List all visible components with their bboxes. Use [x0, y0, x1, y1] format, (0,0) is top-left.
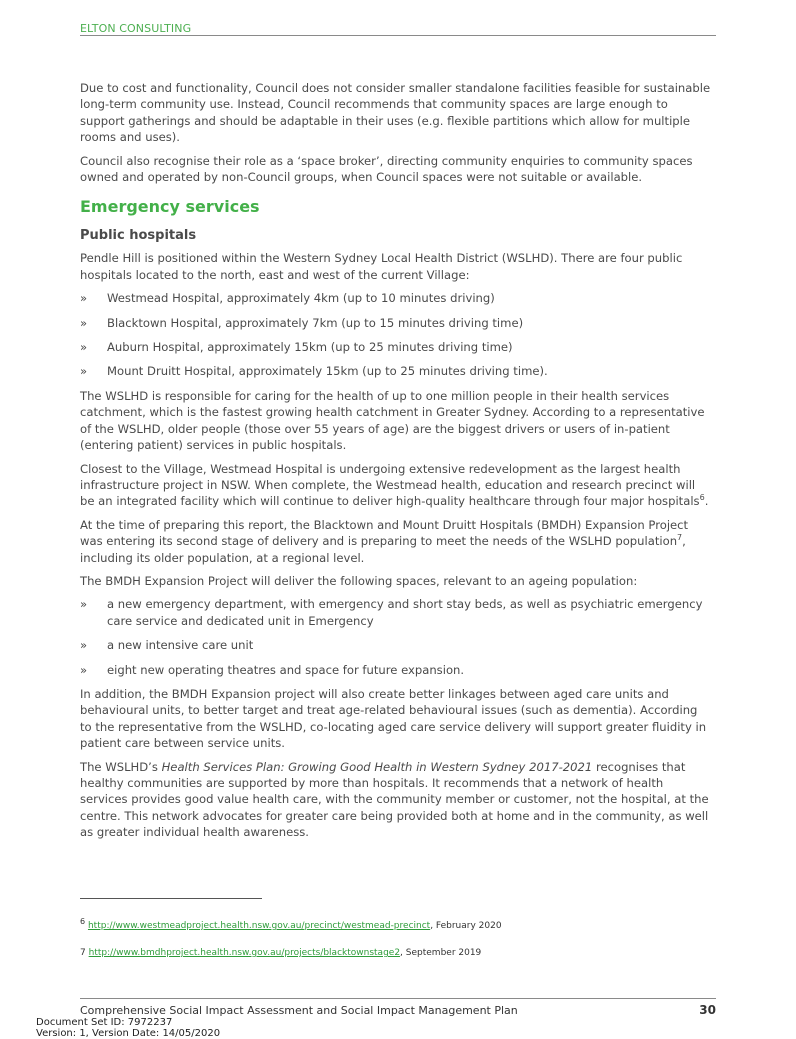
- document-version: Version: 1, Version Date: 14/05/2020: [36, 1028, 221, 1039]
- page-header: [80, 17, 716, 36]
- document-set-id: Document Set ID: 7972237: [36, 1017, 173, 1028]
- bullet-icon: »: [80, 315, 88, 330]
- list-item: » Mount Druitt Hospital, approximately 15km (up to 25 minutes driving time).: [80, 364, 548, 379]
- linkages-paragraph: In addition, the BMDH Expansion project will also create better linkages between aged care units and behavioural units, to better target and treat age-related behavioural issues (such as dementia). According to the representative from the WSLHD, co-locating aged care service delivery will support greater fluidity in patient care between service units.: [80, 686, 707, 751]
- list-item: » a new intensive care unit: [80, 638, 254, 653]
- spaces-list: [80, 596, 712, 678]
- subsection-heading: Public hospitals: [80, 228, 197, 244]
- bullet-icon: »: [80, 340, 88, 355]
- list-item: » Auburn Hospital, approximately 15km (up to 25 minutes driving time): [80, 340, 513, 355]
- list-item: » Blacktown Hospital, approximately 7km (up to 15 minutes driving time): [80, 315, 524, 330]
- footnote-divider: [80, 898, 262, 899]
- hospital-list: [80, 290, 712, 380]
- header-brand: ELTON CONSULTING: [80, 22, 192, 35]
- footnote-6-link[interactable]: http://www.westmeadproject.health.nsw.gov.au/precinct/westmead-precinct: [87, 921, 431, 931]
- bullet-icon: »: [80, 597, 88, 612]
- section-heading: Emergency services: [80, 197, 260, 217]
- page-body: [80, 80, 712, 848]
- page-footer: [80, 998, 716, 1017]
- footer-title: Comprehensive Social Impact Assessment and Social Impact Management Plan: [80, 1004, 518, 1017]
- footnote-7: 7 http://www.bmdhproject.health.nsw.gov.au/projects/blacktownstage2, September 2019: [80, 948, 482, 958]
- intro-paragraph-2: Council also recognise their role as a ‘space broker’, directing community enquiries to community spaces owned and operated by non-Council groups, when Council spaces were not suitable or available.: [80, 153, 693, 185]
- bullet-icon: »: [80, 291, 88, 306]
- spaces-intro: The BMDH Expansion Project will deliver the following spaces, relevant to an ageing population:: [80, 573, 638, 588]
- footnote-ref-6: 6: [699, 493, 705, 503]
- list-item: » Westmead Hospital, approximately 4km (up to 10 minutes driving): [80, 291, 495, 306]
- footnote-7-link[interactable]: http://www.bmdhproject.health.nsw.gov.au/projects/blacktownstage2: [88, 948, 401, 958]
- health-plan-paragraph: The WSLHD’s Health Services Plan: Growing Good Health in Western Sydney 2017-2021 recognises that healthy communities are supported by more than hospitals. It recommends that a network of health services provides good value health care, with the community member or customer, not the hospital, at the centre. This network advocates for greater care being provided both at home and in the community, as well as greater individual health awareness.: [80, 759, 709, 840]
- intro-paragraph-1: Due to cost and functionality, Council does not consider smaller standalone facilities feasible for sustainable long-term community use. Instead, Council recommends that community spaces are large enough to support gatherings and should be adaptable in their uses (e.g. flexible partitions which allow for multiple rooms and uses).: [80, 81, 711, 145]
- plan-title: Health Services Plan: Growing Good Health in Western Sydney 2017-2021: [161, 759, 593, 774]
- bullet-icon: »: [80, 662, 88, 677]
- bmdh-paragraph: At the time of preparing this report, the Blacktown and Mount Druitt Hospitals (BMDH) Expansion Project was entering its second stage of delivery and is preparing to meet the needs of the WSLHD population$^7$, including its older population, at a regional level.: [80, 517, 689, 565]
- list-item: » a new emergency department, with emergency and short stay beds, as well as psychiatric emergency care service and dedicated unit in Emergency: [80, 597, 703, 628]
- page-number: 30: [699, 1003, 716, 1017]
- list-item: » eight new operating theatres and space for future expansion.: [80, 662, 465, 677]
- footnote-6: $^6$ http://www.westmeadproject.health.nsw.gov.au/precinct/westmead-precinct, February 2020: [80, 917, 502, 931]
- hospitals-intro: Pendle Hill is positioned within the Western Sydney Local Health District (WSLHD). There are four public hospitals located to the north, east and west of the current Village:: [80, 251, 683, 282]
- bullet-icon: »: [80, 638, 88, 653]
- bullet-icon: »: [80, 364, 88, 379]
- wslhd-paragraph: The WSLHD is responsible for caring for the health of up to one million people in their health services catchment, which is the fastest growing health catchment in Greater Sydney. According to a representative of the WSLHD, older people (those over 55 years of age) are the biggest drivers or users of in-patient (entering patient) services in public hospitals.: [80, 388, 705, 453]
- footnote-ref-7: 7: [677, 533, 683, 543]
- westmead-paragraph: Closest to the Village, Westmead Hospital is undergoing extensive redevelopment as the largest health infrastructure project in NSW. When complete, the Westmead health, education and research precinct will be an integrated facility which will continue to deliver high-quality healthcare through four major hospitals$^6$.: [80, 461, 709, 509]
